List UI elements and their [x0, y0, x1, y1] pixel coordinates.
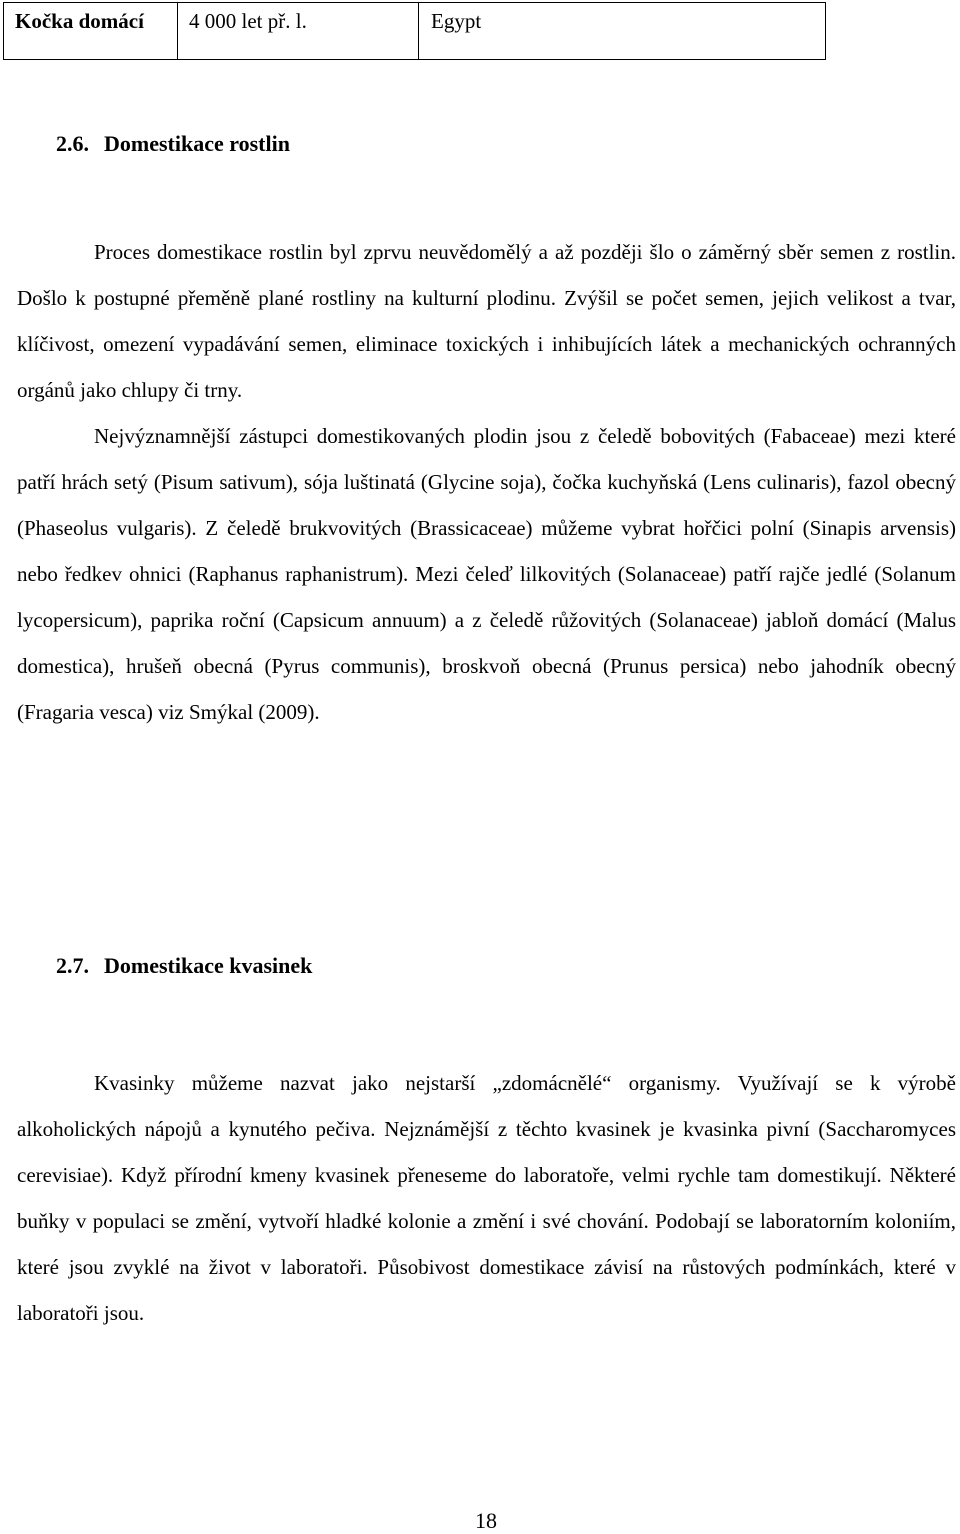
paragraph: Nejvýznamnější zástupci domestikovaných plodin jsou z čeledě bobovitých (Fabaceae) mezi které patří hrách setý (Pisum sativum), sója luštinatá (Glycine soja), čočka kuchyňská (Lens culinaris), fazol obecný (Phaseolus vulgaris). Z čeledě brukvovitých (Brassicaceae) můžeme vybrat hořčici polní (Sinapis arvensis) nebo ředkev ohnici (Raphanus raphanistrum). Mezi čeleď lilkovitých (Solanaceae) patří rajče jedlé (Solanum lycopersicum), paprika roční (Capsicum annuum) a z čeledě růžovitých (Solanaceae) jabloň domácí (Malus domestica), hrušeň obecná (Pyrus communis), broskvoň obecná (Prunus persica) nebo jahodník obecný (Fragaria vesca) viz Smýkal (2009). [17, 424, 956, 724]
table-cell-region: Egypt [419, 3, 826, 60]
data-table [3, 2, 826, 60]
table-cell-date: 4 000 let př. l. [178, 3, 419, 60]
section-body-yeasts [17, 1060, 956, 1336]
paragraph: Kvasinky můžeme nazvat jako nejstarší „zdomácnělé“ organismy. Využívají se k výrobě alkoholických nápojů a kynutého pečiva. Nejznámější z těchto kvasinek je kvasinka pivní (Saccharomyces cerevisiae). Když přírodní kmeny kvasinek přeneseme do laboratoře, velmi rychle tam domestikují. Některé buňky v populaci se změní, vytvoří hladké kolonie a změní i své chování. Podobají se laboratorním koloniím, které jsou zvyklé na život v laboratoři. Působivost domestikace závisí na růstových podmínkách, které v laboratoři jsou. [17, 1071, 956, 1325]
section-title: Domestikace kvasinek [104, 953, 313, 978]
section-title: Domestikace rostlin [104, 131, 290, 156]
section-number: 2.7. [56, 953, 89, 978]
section-heading-plants [56, 131, 290, 157]
paragraph: Proces domestikace rostlin byl zprvu neuvědomělý a až později šlo o záměrný sběr semen z rostlin. Došlo k postupné přeměně plané rostliny na kulturní plodinu. Zvýšil se počet semen, jejich velikost a tvar, klíčivost, omezení vypadávání semen, eliminace toxických i inhibujících látek a mechanických ochranných orgánů jako chlupy či trny. [17, 240, 956, 402]
section-heading-yeasts [56, 953, 312, 979]
table-cell-animal: Kočka domácí [4, 3, 178, 60]
page-number: 18 [475, 1508, 497, 1533]
section-number: 2.6. [56, 131, 89, 156]
section-body-plants [17, 229, 956, 735]
table-row [4, 3, 826, 60]
